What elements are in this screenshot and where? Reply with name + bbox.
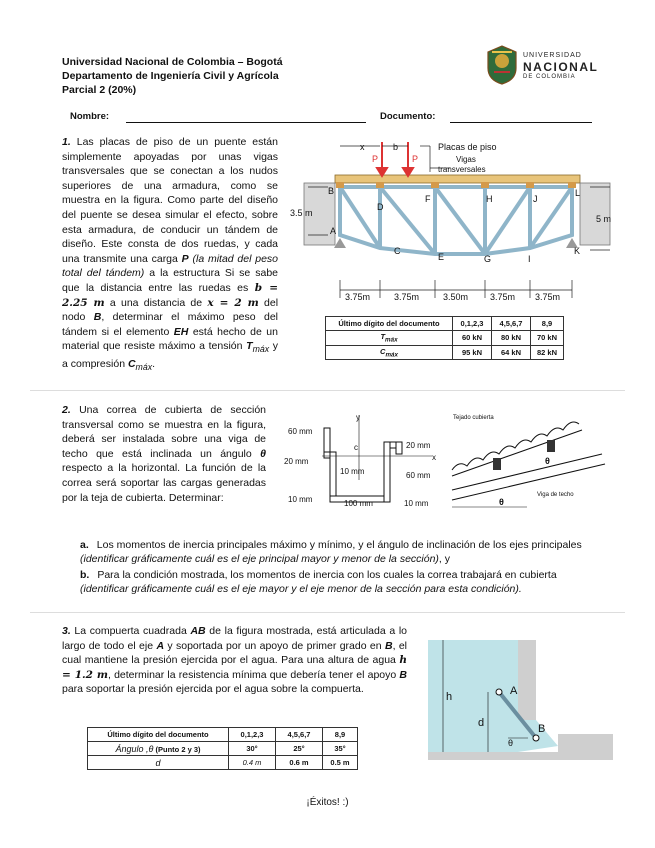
problem1-table: Último dígito del documento 0,1,2,3 4,5,6,7 8,9 $T_{máx}$ 60 kN 80 kN 70 kN $C_{máx}$ 95 kN 64 kN 82 kN bbox=[325, 316, 564, 360]
label-b: b bbox=[393, 142, 399, 152]
svg-text:B: B bbox=[538, 723, 546, 735]
height-left: 3.5 m bbox=[290, 208, 313, 218]
svg-text:20 mm: 20 mm bbox=[406, 441, 431, 450]
height-right: 5 m bbox=[596, 214, 612, 224]
svg-text:I: I bbox=[528, 254, 531, 264]
problem3-text: 3. La compuerta cuadrada AB de la figura mostrada, está articulada a lo largo de todo el eje A y soportada por un apoyo de primer grado en B, el cual mantiene la presión ejercida por el agua. Para una altura de agua h = 1.2 m, determinar la resistencia mínima que debería tener el apoyo B para soportar la presión ejercida por el agua sobre la compuerta. bbox=[62, 625, 408, 696]
closing-text: ¡Éxitos! :) bbox=[306, 797, 349, 808]
label-placas: Placas de piso bbox=[438, 142, 497, 152]
logo-bottom-text: DE COLOMBIA bbox=[523, 74, 576, 80]
svg-text:F: F bbox=[425, 194, 431, 204]
svg-text:10 mm: 10 mm bbox=[340, 467, 365, 476]
svg-text:Tejado cubierta: Tejado cubierta bbox=[453, 415, 494, 421]
logo-top-text: UNIVERSIDAD bbox=[523, 52, 582, 59]
label-p2: P bbox=[412, 154, 419, 164]
roof-figure bbox=[447, 410, 612, 520]
svg-text:G: G bbox=[484, 254, 492, 264]
separator-1 bbox=[30, 390, 625, 391]
department-name: Departamento de Ingeniería Civil y Agrícola bbox=[62, 70, 279, 82]
svg-text:3.75m: 3.75m bbox=[535, 292, 561, 302]
svg-text:10 mm: 10 mm bbox=[404, 499, 429, 508]
svg-text:D: D bbox=[377, 202, 384, 212]
svg-text:A: A bbox=[330, 226, 337, 236]
svg-text:K: K bbox=[574, 246, 581, 256]
problem3-table: Último dígito del documento 0,1,2,3 4,5,6,7 8,9 Ángulo ,θ (Punto 2 y 3) 30° 25° 35° d 0.4 m 0.6 m 0.5 m bbox=[87, 727, 358, 770]
svg-text:3.75m: 3.75m bbox=[345, 292, 371, 302]
svg-text:3.75m: 3.75m bbox=[490, 292, 516, 302]
svg-text:H: H bbox=[486, 194, 493, 204]
svg-text:Viga de techo: Viga de techo bbox=[537, 492, 574, 498]
svg-text:h: h bbox=[446, 691, 453, 703]
problem1-text: 1. Las placas de piso de un puente están simplemente apoyadas por unas vigas transversales que se conectan a los nudos superiores de una armadura, como se muestra en la figura. Como parte del diseño del puente se desea simular el efecto, sobre esta armadura, de conducir un tándem de diseño. Este consta de dos ruedas, y cada una transmite una carga P (la mitad del peso total del tándem) a la estructura Si se sabe que la distancia entre las ruedas es b = 2.25 m a una distancia de x = 2 m del nodo B, determinar el máximo peso del tándem si el elemento EH está hecho de un material que resiste máximo a tensión $T_{máx}$ y a compresión $C_{máx}$. bbox=[62, 136, 279, 373]
section-figure bbox=[282, 410, 442, 520]
svg-text:A: A bbox=[510, 685, 518, 697]
university-seal bbox=[484, 44, 520, 86]
truss-figure bbox=[290, 130, 620, 310]
svg-text:c: c bbox=[354, 443, 358, 452]
svg-text:60 mm: 60 mm bbox=[406, 471, 431, 480]
svg-text:x: x bbox=[432, 453, 436, 462]
svg-text:E: E bbox=[438, 252, 445, 262]
svg-text:J: J bbox=[533, 194, 538, 204]
svg-text:3.50m: 3.50m bbox=[443, 292, 469, 302]
svg-text:θ: θ bbox=[499, 497, 504, 507]
gate-figure bbox=[418, 628, 618, 763]
svg-text:B: B bbox=[328, 186, 335, 196]
label-transversales: transversales bbox=[438, 165, 486, 174]
svg-text:y: y bbox=[356, 413, 360, 422]
svg-text:10 mm: 10 mm bbox=[288, 495, 313, 504]
problem2-text: 2. Una correa de cubierta de sección transversal como se muestra en la figura, deberá ser instalada sobre una viga de techo que está inclinada un ángulo θ respecto a la horizontal. La función de la correa será soportar las cargas generadas por la teja de cubierta. Determinar: bbox=[62, 404, 266, 504]
problem2-item-a: a. Los momentos de inercia principales máximo y mínimo, y el ángulo de inclinación de los ejes principales (identificar gráficamente cuál es el eje principal mayor y menor de la sección), y bbox=[80, 539, 582, 565]
label-x: x bbox=[360, 142, 365, 152]
logo-main-text: NACIONAL bbox=[523, 60, 599, 74]
exam-title: Parcial 2 (20%) bbox=[62, 84, 137, 96]
svg-text:60 mm: 60 mm bbox=[288, 427, 313, 436]
university-name: Universidad Nacional de Colombia – Bogotá bbox=[62, 56, 283, 68]
document-label: Documento: bbox=[380, 111, 436, 122]
name-label: Nombre: bbox=[70, 111, 110, 122]
separator-2 bbox=[30, 612, 625, 613]
svg-text:C: C bbox=[394, 246, 401, 256]
svg-text:20 mm: 20 mm bbox=[284, 457, 309, 466]
problem2-item-b: b. Para la condición mostrada, los momentos de inercia con los cuales la correa trabajará en cubierta (identificar gráficamente cuál es el eje mayor y el eje menor de la sección para esta condición). bbox=[80, 569, 557, 595]
svg-text:θ: θ bbox=[508, 738, 514, 748]
svg-text:θ: θ bbox=[545, 456, 550, 466]
label-vigas: Vigas bbox=[456, 155, 476, 164]
exam-header bbox=[62, 55, 283, 97]
svg-text:L: L bbox=[575, 188, 581, 198]
label-p1: P bbox=[372, 154, 379, 164]
svg-text:100 mm: 100 mm bbox=[344, 499, 373, 508]
svg-text:d: d bbox=[478, 717, 485, 729]
name-field-line[interactable] bbox=[126, 122, 366, 123]
svg-text:3.75m: 3.75m bbox=[394, 292, 420, 302]
document-field-line[interactable] bbox=[450, 122, 592, 123]
